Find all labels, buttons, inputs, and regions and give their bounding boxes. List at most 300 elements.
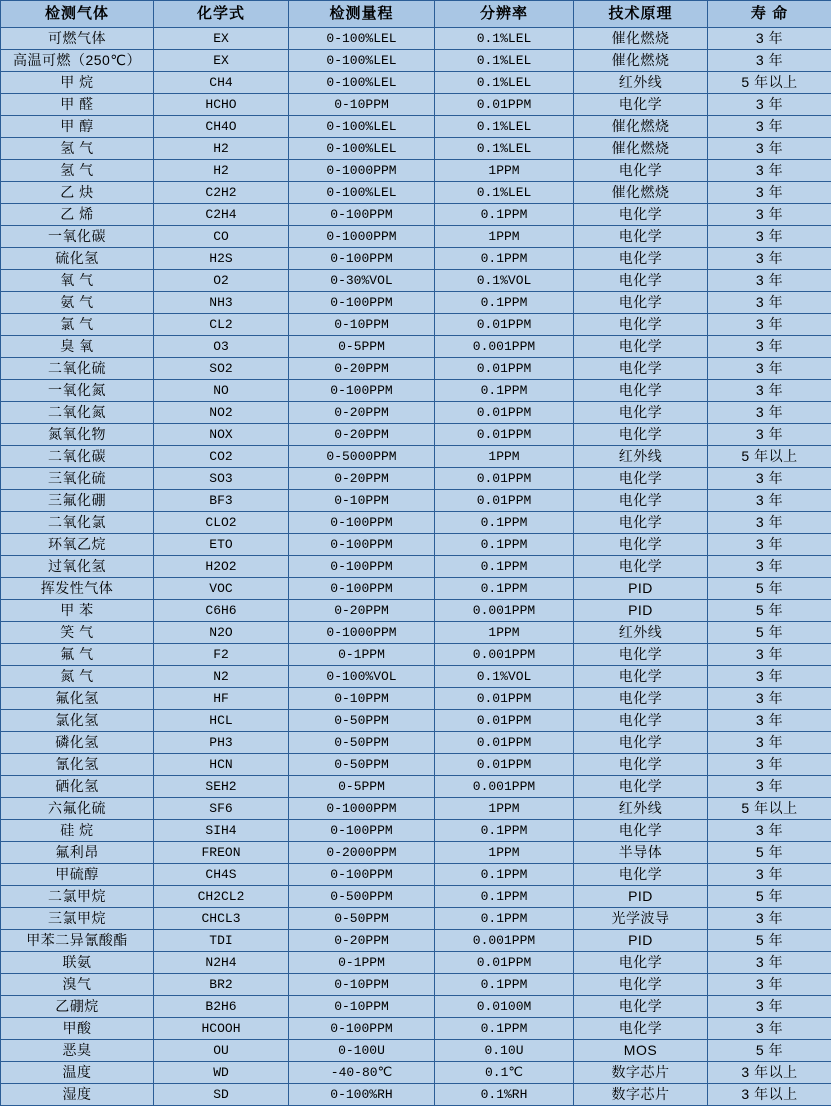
cell-life: 3 年 bbox=[708, 864, 831, 886]
column-header-life: 寿 命 bbox=[708, 1, 831, 28]
cell-gas-name: 湿度 bbox=[1, 1084, 154, 1106]
cell-technology: 电化学 bbox=[574, 996, 708, 1018]
cell-resolution: 0.1%VOL bbox=[435, 666, 574, 688]
table-row bbox=[1, 292, 831, 314]
cell-technology: PID bbox=[574, 600, 708, 622]
cell-resolution: 0.1PPM bbox=[435, 534, 574, 556]
cell-range: 0-1PPM bbox=[289, 952, 435, 974]
cell-technology: 电化学 bbox=[574, 468, 708, 490]
cell-formula: SD bbox=[154, 1084, 289, 1106]
table-row bbox=[1, 776, 831, 798]
cell-technology: 电化学 bbox=[574, 952, 708, 974]
cell-technology: 红外线 bbox=[574, 622, 708, 644]
cell-life: 3 年 bbox=[708, 204, 831, 226]
cell-formula: OU bbox=[154, 1040, 289, 1062]
table-row bbox=[1, 28, 831, 50]
cell-gas-name: 氮氧化物 bbox=[1, 424, 154, 446]
table-row bbox=[1, 578, 831, 600]
cell-gas-name: 恶臭 bbox=[1, 1040, 154, 1062]
cell-resolution: 0.1PPM bbox=[435, 556, 574, 578]
cell-technology: 催化燃烧 bbox=[574, 116, 708, 138]
table-row bbox=[1, 974, 831, 996]
cell-technology: 半导体 bbox=[574, 842, 708, 864]
cell-formula: CO2 bbox=[154, 446, 289, 468]
cell-range: 0-5000PPM bbox=[289, 446, 435, 468]
cell-range: 0-100PPM bbox=[289, 248, 435, 270]
table-row bbox=[1, 468, 831, 490]
cell-range: 0-100PPM bbox=[289, 556, 435, 578]
cell-range: 0-100PPM bbox=[289, 820, 435, 842]
cell-range: 0-100PPM bbox=[289, 578, 435, 600]
cell-life: 5 年 bbox=[708, 578, 831, 600]
cell-life: 3 年 bbox=[708, 138, 831, 160]
cell-life: 5 年以上 bbox=[708, 798, 831, 820]
cell-technology: 电化学 bbox=[574, 424, 708, 446]
cell-life: 3 年 bbox=[708, 666, 831, 688]
cell-formula: SO3 bbox=[154, 468, 289, 490]
cell-gas-name: 三氧化硫 bbox=[1, 468, 154, 490]
cell-technology: 电化学 bbox=[574, 336, 708, 358]
cell-technology: 电化学 bbox=[574, 512, 708, 534]
column-header-resolution: 分辨率 bbox=[435, 1, 574, 28]
table-row bbox=[1, 446, 831, 468]
cell-resolution: 0.01PPM bbox=[435, 952, 574, 974]
cell-formula: NOX bbox=[154, 424, 289, 446]
cell-technology: 催化燃烧 bbox=[574, 138, 708, 160]
cell-gas-name: 甲 烷 bbox=[1, 72, 154, 94]
table-row bbox=[1, 358, 831, 380]
cell-range: 0-5PPM bbox=[289, 336, 435, 358]
cell-formula: SEH2 bbox=[154, 776, 289, 798]
cell-technology: PID bbox=[574, 578, 708, 600]
table-row bbox=[1, 182, 831, 204]
cell-life: 3 年 bbox=[708, 28, 831, 50]
cell-gas-name: 硫化氢 bbox=[1, 248, 154, 270]
table-row bbox=[1, 952, 831, 974]
cell-resolution: 1PPM bbox=[435, 226, 574, 248]
cell-gas-name: 乙硼烷 bbox=[1, 996, 154, 1018]
cell-technology: 电化学 bbox=[574, 864, 708, 886]
cell-life: 3 年 bbox=[708, 974, 831, 996]
cell-range: 0-100%VOL bbox=[289, 666, 435, 688]
cell-gas-name: 可燃气体 bbox=[1, 28, 154, 50]
cell-range: 0-100PPM bbox=[289, 534, 435, 556]
cell-technology: 电化学 bbox=[574, 314, 708, 336]
cell-resolution: 0.10U bbox=[435, 1040, 574, 1062]
cell-technology: MOS bbox=[574, 1040, 708, 1062]
cell-resolution: 0.001PPM bbox=[435, 336, 574, 358]
cell-life: 3 年 bbox=[708, 358, 831, 380]
cell-life: 3 年 bbox=[708, 490, 831, 512]
cell-life: 3 年以上 bbox=[708, 1062, 831, 1084]
cell-gas-name: 二氧化氯 bbox=[1, 512, 154, 534]
cell-gas-name: 硒化氢 bbox=[1, 776, 154, 798]
cell-gas-name: 磷化氢 bbox=[1, 732, 154, 754]
cell-gas-name: 温度 bbox=[1, 1062, 154, 1084]
table-row bbox=[1, 534, 831, 556]
cell-gas-name: 挥发性气体 bbox=[1, 578, 154, 600]
table-row bbox=[1, 622, 831, 644]
cell-resolution: 0.1%LEL bbox=[435, 138, 574, 160]
table-row bbox=[1, 820, 831, 842]
table-row bbox=[1, 94, 831, 116]
table-row bbox=[1, 886, 831, 908]
cell-resolution: 0.1PPM bbox=[435, 248, 574, 270]
cell-range: 0-100%LEL bbox=[289, 182, 435, 204]
cell-resolution: 0.01PPM bbox=[435, 754, 574, 776]
table-row bbox=[1, 754, 831, 776]
column-header-technology: 技术原理 bbox=[574, 1, 708, 28]
cell-resolution: 0.1PPM bbox=[435, 886, 574, 908]
cell-gas-name: 一氧化氮 bbox=[1, 380, 154, 402]
table-row bbox=[1, 864, 831, 886]
cell-gas-name: 二氧化硫 bbox=[1, 358, 154, 380]
cell-range: 0-20PPM bbox=[289, 468, 435, 490]
cell-technology: 电化学 bbox=[574, 534, 708, 556]
cell-gas-name: 臭 氧 bbox=[1, 336, 154, 358]
cell-resolution: 0.01PPM bbox=[435, 732, 574, 754]
table-row bbox=[1, 996, 831, 1018]
table-row bbox=[1, 732, 831, 754]
cell-life: 3 年以上 bbox=[708, 1084, 831, 1106]
cell-life: 5 年 bbox=[708, 930, 831, 952]
cell-life: 3 年 bbox=[708, 908, 831, 930]
cell-life: 3 年 bbox=[708, 182, 831, 204]
table-body bbox=[1, 28, 831, 1106]
cell-resolution: 0.001PPM bbox=[435, 776, 574, 798]
cell-resolution: 0.1PPM bbox=[435, 292, 574, 314]
cell-gas-name: 甲酸 bbox=[1, 1018, 154, 1040]
cell-resolution: 0.001PPM bbox=[435, 600, 574, 622]
cell-formula: SIH4 bbox=[154, 820, 289, 842]
cell-range: 0-10PPM bbox=[289, 974, 435, 996]
cell-gas-name: 氰化氢 bbox=[1, 754, 154, 776]
cell-gas-name: 六氟化硫 bbox=[1, 798, 154, 820]
cell-technology: 红外线 bbox=[574, 798, 708, 820]
cell-formula: C2H4 bbox=[154, 204, 289, 226]
cell-resolution: 0.1%LEL bbox=[435, 72, 574, 94]
cell-formula: SO2 bbox=[154, 358, 289, 380]
table-row bbox=[1, 314, 831, 336]
cell-life: 3 年 bbox=[708, 94, 831, 116]
cell-range: 0-1000PPM bbox=[289, 226, 435, 248]
cell-formula: EX bbox=[154, 28, 289, 50]
cell-gas-name: 乙 烯 bbox=[1, 204, 154, 226]
cell-gas-name: 一氧化碳 bbox=[1, 226, 154, 248]
cell-life: 3 年 bbox=[708, 50, 831, 72]
cell-technology: 电化学 bbox=[574, 710, 708, 732]
cell-range: 0-20PPM bbox=[289, 402, 435, 424]
table-row bbox=[1, 138, 831, 160]
cell-technology: 电化学 bbox=[574, 820, 708, 842]
cell-technology: 电化学 bbox=[574, 776, 708, 798]
cell-life: 3 年 bbox=[708, 336, 831, 358]
cell-life: 3 年 bbox=[708, 248, 831, 270]
cell-formula: HF bbox=[154, 688, 289, 710]
column-header-range: 检测量程 bbox=[289, 1, 435, 28]
cell-gas-name: 高温可燃（250℃） bbox=[1, 50, 154, 72]
cell-formula: BF3 bbox=[154, 490, 289, 512]
cell-range: 0-50PPM bbox=[289, 732, 435, 754]
cell-formula: CO bbox=[154, 226, 289, 248]
cell-gas-name: 甲 苯 bbox=[1, 600, 154, 622]
table-row bbox=[1, 160, 831, 182]
cell-range: 0-100%LEL bbox=[289, 50, 435, 72]
cell-gas-name: 氧 气 bbox=[1, 270, 154, 292]
cell-range: 0-100%LEL bbox=[289, 72, 435, 94]
table-row bbox=[1, 842, 831, 864]
cell-gas-name: 溴气 bbox=[1, 974, 154, 996]
cell-life: 5 年以上 bbox=[708, 72, 831, 94]
cell-range: 0-100PPM bbox=[289, 864, 435, 886]
cell-technology: 电化学 bbox=[574, 1018, 708, 1040]
table-row bbox=[1, 270, 831, 292]
cell-formula: B2H6 bbox=[154, 996, 289, 1018]
table-row bbox=[1, 1084, 831, 1106]
cell-range: 0-100%LEL bbox=[289, 138, 435, 160]
cell-range: 0-100%LEL bbox=[289, 28, 435, 50]
cell-formula: C2H2 bbox=[154, 182, 289, 204]
cell-formula: F2 bbox=[154, 644, 289, 666]
cell-technology: 电化学 bbox=[574, 644, 708, 666]
cell-resolution: 0.01PPM bbox=[435, 358, 574, 380]
table-row bbox=[1, 688, 831, 710]
cell-resolution: 0.1PPM bbox=[435, 380, 574, 402]
cell-resolution: 0.1PPM bbox=[435, 578, 574, 600]
cell-range: 0-100U bbox=[289, 1040, 435, 1062]
cell-life: 3 年 bbox=[708, 644, 831, 666]
cell-formula: HCL bbox=[154, 710, 289, 732]
cell-technology: 催化燃烧 bbox=[574, 28, 708, 50]
cell-range: 0-100%RH bbox=[289, 1084, 435, 1106]
cell-gas-name: 甲 醛 bbox=[1, 94, 154, 116]
table-row bbox=[1, 204, 831, 226]
cell-formula: CLO2 bbox=[154, 512, 289, 534]
cell-resolution: 0.001PPM bbox=[435, 644, 574, 666]
cell-formula: EX bbox=[154, 50, 289, 72]
cell-gas-name: 乙 炔 bbox=[1, 182, 154, 204]
cell-formula: H2S bbox=[154, 248, 289, 270]
cell-formula: SF6 bbox=[154, 798, 289, 820]
cell-life: 3 年 bbox=[708, 292, 831, 314]
cell-formula: N2 bbox=[154, 666, 289, 688]
cell-technology: 催化燃烧 bbox=[574, 182, 708, 204]
cell-formula: C6H6 bbox=[154, 600, 289, 622]
table-row bbox=[1, 1018, 831, 1040]
cell-technology: 电化学 bbox=[574, 688, 708, 710]
table-row bbox=[1, 600, 831, 622]
cell-formula: HCN bbox=[154, 754, 289, 776]
cell-resolution: 0.1℃ bbox=[435, 1062, 574, 1084]
cell-life: 3 年 bbox=[708, 534, 831, 556]
cell-resolution: 0.01PPM bbox=[435, 710, 574, 732]
cell-resolution: 0.01PPM bbox=[435, 468, 574, 490]
cell-formula: CH4O bbox=[154, 116, 289, 138]
cell-resolution: 1PPM bbox=[435, 798, 574, 820]
cell-technology: 电化学 bbox=[574, 204, 708, 226]
cell-range: 0-5PPM bbox=[289, 776, 435, 798]
cell-resolution: 1PPM bbox=[435, 622, 574, 644]
cell-range: 0-100%LEL bbox=[289, 116, 435, 138]
cell-gas-name: 硅 烷 bbox=[1, 820, 154, 842]
cell-technology: 电化学 bbox=[574, 732, 708, 754]
cell-life: 3 年 bbox=[708, 468, 831, 490]
cell-resolution: 0.1%LEL bbox=[435, 116, 574, 138]
cell-formula: HCHO bbox=[154, 94, 289, 116]
cell-gas-name: 笑 气 bbox=[1, 622, 154, 644]
cell-range: 0-2000PPM bbox=[289, 842, 435, 864]
cell-life: 5 年 bbox=[708, 600, 831, 622]
cell-gas-name: 氯 气 bbox=[1, 314, 154, 336]
cell-formula: CH4S bbox=[154, 864, 289, 886]
cell-life: 3 年 bbox=[708, 776, 831, 798]
cell-gas-name: 联氨 bbox=[1, 952, 154, 974]
cell-range: 0-50PPM bbox=[289, 754, 435, 776]
cell-technology: 电化学 bbox=[574, 248, 708, 270]
cell-resolution: 0.1PPM bbox=[435, 1018, 574, 1040]
cell-formula: CH4 bbox=[154, 72, 289, 94]
cell-range: 0-20PPM bbox=[289, 930, 435, 952]
cell-formula: N2H4 bbox=[154, 952, 289, 974]
cell-formula: CHCL3 bbox=[154, 908, 289, 930]
cell-range: 0-50PPM bbox=[289, 908, 435, 930]
table-row bbox=[1, 248, 831, 270]
cell-life: 3 年 bbox=[708, 270, 831, 292]
table-header bbox=[1, 1, 831, 28]
cell-range: 0-500PPM bbox=[289, 886, 435, 908]
table-row bbox=[1, 226, 831, 248]
table-row bbox=[1, 336, 831, 358]
cell-resolution: 0.01PPM bbox=[435, 490, 574, 512]
cell-formula: ETO bbox=[154, 534, 289, 556]
table-row bbox=[1, 1062, 831, 1084]
cell-gas-name: 三氯甲烷 bbox=[1, 908, 154, 930]
cell-formula: CL2 bbox=[154, 314, 289, 336]
cell-life: 5 年 bbox=[708, 842, 831, 864]
table-header-row bbox=[1, 1, 831, 28]
cell-formula: H2O2 bbox=[154, 556, 289, 578]
cell-range: 0-1000PPM bbox=[289, 160, 435, 182]
cell-technology: 电化学 bbox=[574, 556, 708, 578]
table-row bbox=[1, 72, 831, 94]
cell-formula: NH3 bbox=[154, 292, 289, 314]
cell-gas-name: 氟 气 bbox=[1, 644, 154, 666]
table-row bbox=[1, 50, 831, 72]
table-row bbox=[1, 644, 831, 666]
cell-range: 0-100PPM bbox=[289, 292, 435, 314]
cell-life: 5 年以上 bbox=[708, 446, 831, 468]
table-row bbox=[1, 116, 831, 138]
cell-technology: 电化学 bbox=[574, 490, 708, 512]
table-row bbox=[1, 1040, 831, 1062]
cell-life: 3 年 bbox=[708, 160, 831, 182]
cell-range: 0-100PPM bbox=[289, 512, 435, 534]
cell-life: 3 年 bbox=[708, 1018, 831, 1040]
cell-technology: 电化学 bbox=[574, 226, 708, 248]
cell-resolution: 0.001PPM bbox=[435, 930, 574, 952]
cell-formula: WD bbox=[154, 1062, 289, 1084]
cell-gas-name: 氢 气 bbox=[1, 160, 154, 182]
cell-technology: 电化学 bbox=[574, 270, 708, 292]
cell-range: 0-100PPM bbox=[289, 204, 435, 226]
cell-formula: BR2 bbox=[154, 974, 289, 996]
cell-resolution: 0.1PPM bbox=[435, 974, 574, 996]
cell-technology: 光学波导 bbox=[574, 908, 708, 930]
cell-life: 3 年 bbox=[708, 996, 831, 1018]
cell-technology: 电化学 bbox=[574, 358, 708, 380]
cell-resolution: 0.0100M bbox=[435, 996, 574, 1018]
cell-formula: HCOOH bbox=[154, 1018, 289, 1040]
cell-life: 3 年 bbox=[708, 226, 831, 248]
cell-technology: 数字芯片 bbox=[574, 1062, 708, 1084]
cell-range: 0-10PPM bbox=[289, 996, 435, 1018]
cell-resolution: 0.01PPM bbox=[435, 402, 574, 424]
cell-life: 3 年 bbox=[708, 380, 831, 402]
cell-life: 5 年 bbox=[708, 1040, 831, 1062]
cell-life: 5 年 bbox=[708, 886, 831, 908]
cell-gas-name: 甲 醇 bbox=[1, 116, 154, 138]
table-row bbox=[1, 798, 831, 820]
cell-formula: NO bbox=[154, 380, 289, 402]
cell-technology: PID bbox=[574, 930, 708, 952]
cell-formula: PH3 bbox=[154, 732, 289, 754]
cell-resolution: 0.1PPM bbox=[435, 204, 574, 226]
cell-gas-name: 甲苯二异氰酸酯 bbox=[1, 930, 154, 952]
cell-resolution: 1PPM bbox=[435, 842, 574, 864]
cell-life: 3 年 bbox=[708, 402, 831, 424]
cell-life: 3 年 bbox=[708, 424, 831, 446]
cell-life: 3 年 bbox=[708, 688, 831, 710]
cell-formula: FREON bbox=[154, 842, 289, 864]
table-row bbox=[1, 556, 831, 578]
cell-gas-name: 二氧化氮 bbox=[1, 402, 154, 424]
table-row bbox=[1, 380, 831, 402]
table-row bbox=[1, 930, 831, 952]
cell-formula: O3 bbox=[154, 336, 289, 358]
column-header-formula: 化学式 bbox=[154, 1, 289, 28]
table-row bbox=[1, 666, 831, 688]
cell-technology: 电化学 bbox=[574, 292, 708, 314]
cell-gas-name: 二氯甲烷 bbox=[1, 886, 154, 908]
cell-life: 3 年 bbox=[708, 710, 831, 732]
table-row bbox=[1, 512, 831, 534]
cell-formula: H2 bbox=[154, 160, 289, 182]
cell-formula: CH2CL2 bbox=[154, 886, 289, 908]
cell-resolution: 0.01PPM bbox=[435, 688, 574, 710]
cell-resolution: 0.1%LEL bbox=[435, 182, 574, 204]
cell-range: 0-50PPM bbox=[289, 710, 435, 732]
cell-gas-name: 氮 气 bbox=[1, 666, 154, 688]
cell-technology: 电化学 bbox=[574, 666, 708, 688]
cell-gas-name: 环氧乙烷 bbox=[1, 534, 154, 556]
table-row bbox=[1, 402, 831, 424]
table-row bbox=[1, 424, 831, 446]
cell-formula: N2O bbox=[154, 622, 289, 644]
cell-resolution: 0.1%RH bbox=[435, 1084, 574, 1106]
cell-life: 3 年 bbox=[708, 732, 831, 754]
cell-formula: O2 bbox=[154, 270, 289, 292]
cell-range: 0-10PPM bbox=[289, 314, 435, 336]
cell-technology: 催化燃烧 bbox=[574, 50, 708, 72]
cell-range: 0-100PPM bbox=[289, 380, 435, 402]
cell-resolution: 1PPM bbox=[435, 446, 574, 468]
cell-range: 0-20PPM bbox=[289, 358, 435, 380]
cell-gas-name: 甲硫醇 bbox=[1, 864, 154, 886]
table-row bbox=[1, 710, 831, 732]
cell-resolution: 1PPM bbox=[435, 160, 574, 182]
cell-gas-name: 过氧化氢 bbox=[1, 556, 154, 578]
cell-life: 3 年 bbox=[708, 314, 831, 336]
